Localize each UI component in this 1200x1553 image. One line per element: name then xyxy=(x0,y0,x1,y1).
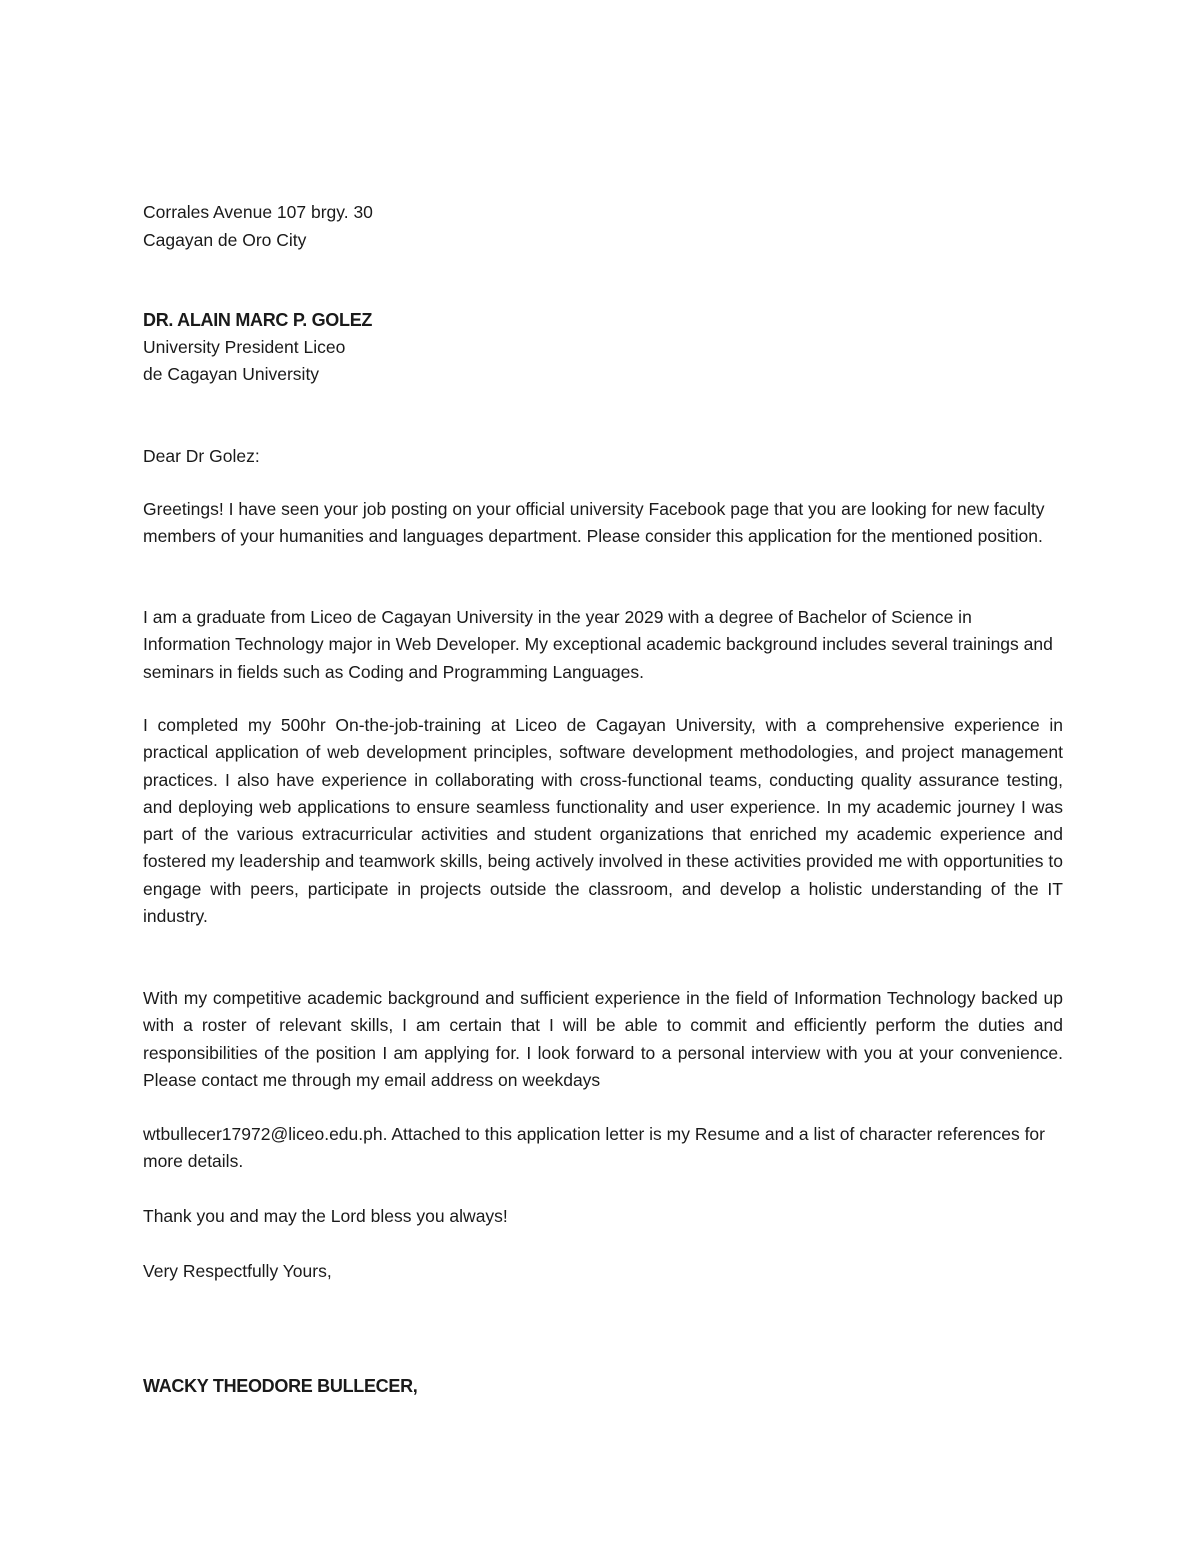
closing-line: Very Respectfully Yours, xyxy=(143,1261,332,1281)
signature-name: WACKY THEODORE BULLECER, xyxy=(143,1376,418,1396)
recipient-title-line2: de Cagayan University xyxy=(143,364,320,384)
body-paragraph-5: wtbullecer17972@liceo.edu.ph. Attached to this application letter is my Resume and a list of character references for more details. xyxy=(143,1124,1045,1172)
body-paragraph-3: I completed my 500hr On-the-job-training at Liceo de Cagayan University, with a comprehensive experience in practical application of web development principles, software development methodologies, and project management practices. I also have experience in collaborating with cross-functional teams, conducting quality assurance testing, and deploying web applications to ensure seamless functionality and user experience. In my academic journey I was part of the various extracurricular activities and student organizations that enriched my academic experience and fostered my leadership and teamwork skills, being actively involved in these activities provided me with opportunities to engage with peers, participate in projects outside the classroom, and develop a holistic understanding of the IT industry. xyxy=(143,715,1063,927)
recipient-name: DR. ALAIN MARC P. GOLEZ xyxy=(143,310,373,330)
sender-address-line1: Corrales Avenue 107 brgy. 30 xyxy=(143,202,373,222)
recipient-title-line1: University President Liceo xyxy=(143,337,346,357)
body-paragraph-2: I am a graduate from Liceo de Cagayan University in the year 2029 with a degree of Bachelor of Science in Information Technology major in Web Developer. My exceptional academic background includes several trainings and seminars in fields such as Coding and Programming Languages. xyxy=(143,607,1053,682)
thanks-line: Thank you and may the Lord bless you always! xyxy=(143,1206,508,1226)
body-paragraph-4: With my competitive academic background and sufficient experience in the field of Information Technology backed up with a roster of relevant skills, I am certain that I will be able to commit and efficiently perform the duties and responsibilities of the position I am applying for. I look forward to a personal interview with you at your convenience. Please contact me through my email address on weekdays xyxy=(143,988,1063,1090)
body-paragraph-1: Greetings! I have seen your job posting on your official university Facebook page that you are looking for new faculty members of your humanities and languages department. Please consider this application for the mentioned position. xyxy=(143,499,1045,547)
sender-address-line2: Cagayan de Oro City xyxy=(143,230,307,250)
salutation: Dear Dr Golez: xyxy=(143,446,260,466)
